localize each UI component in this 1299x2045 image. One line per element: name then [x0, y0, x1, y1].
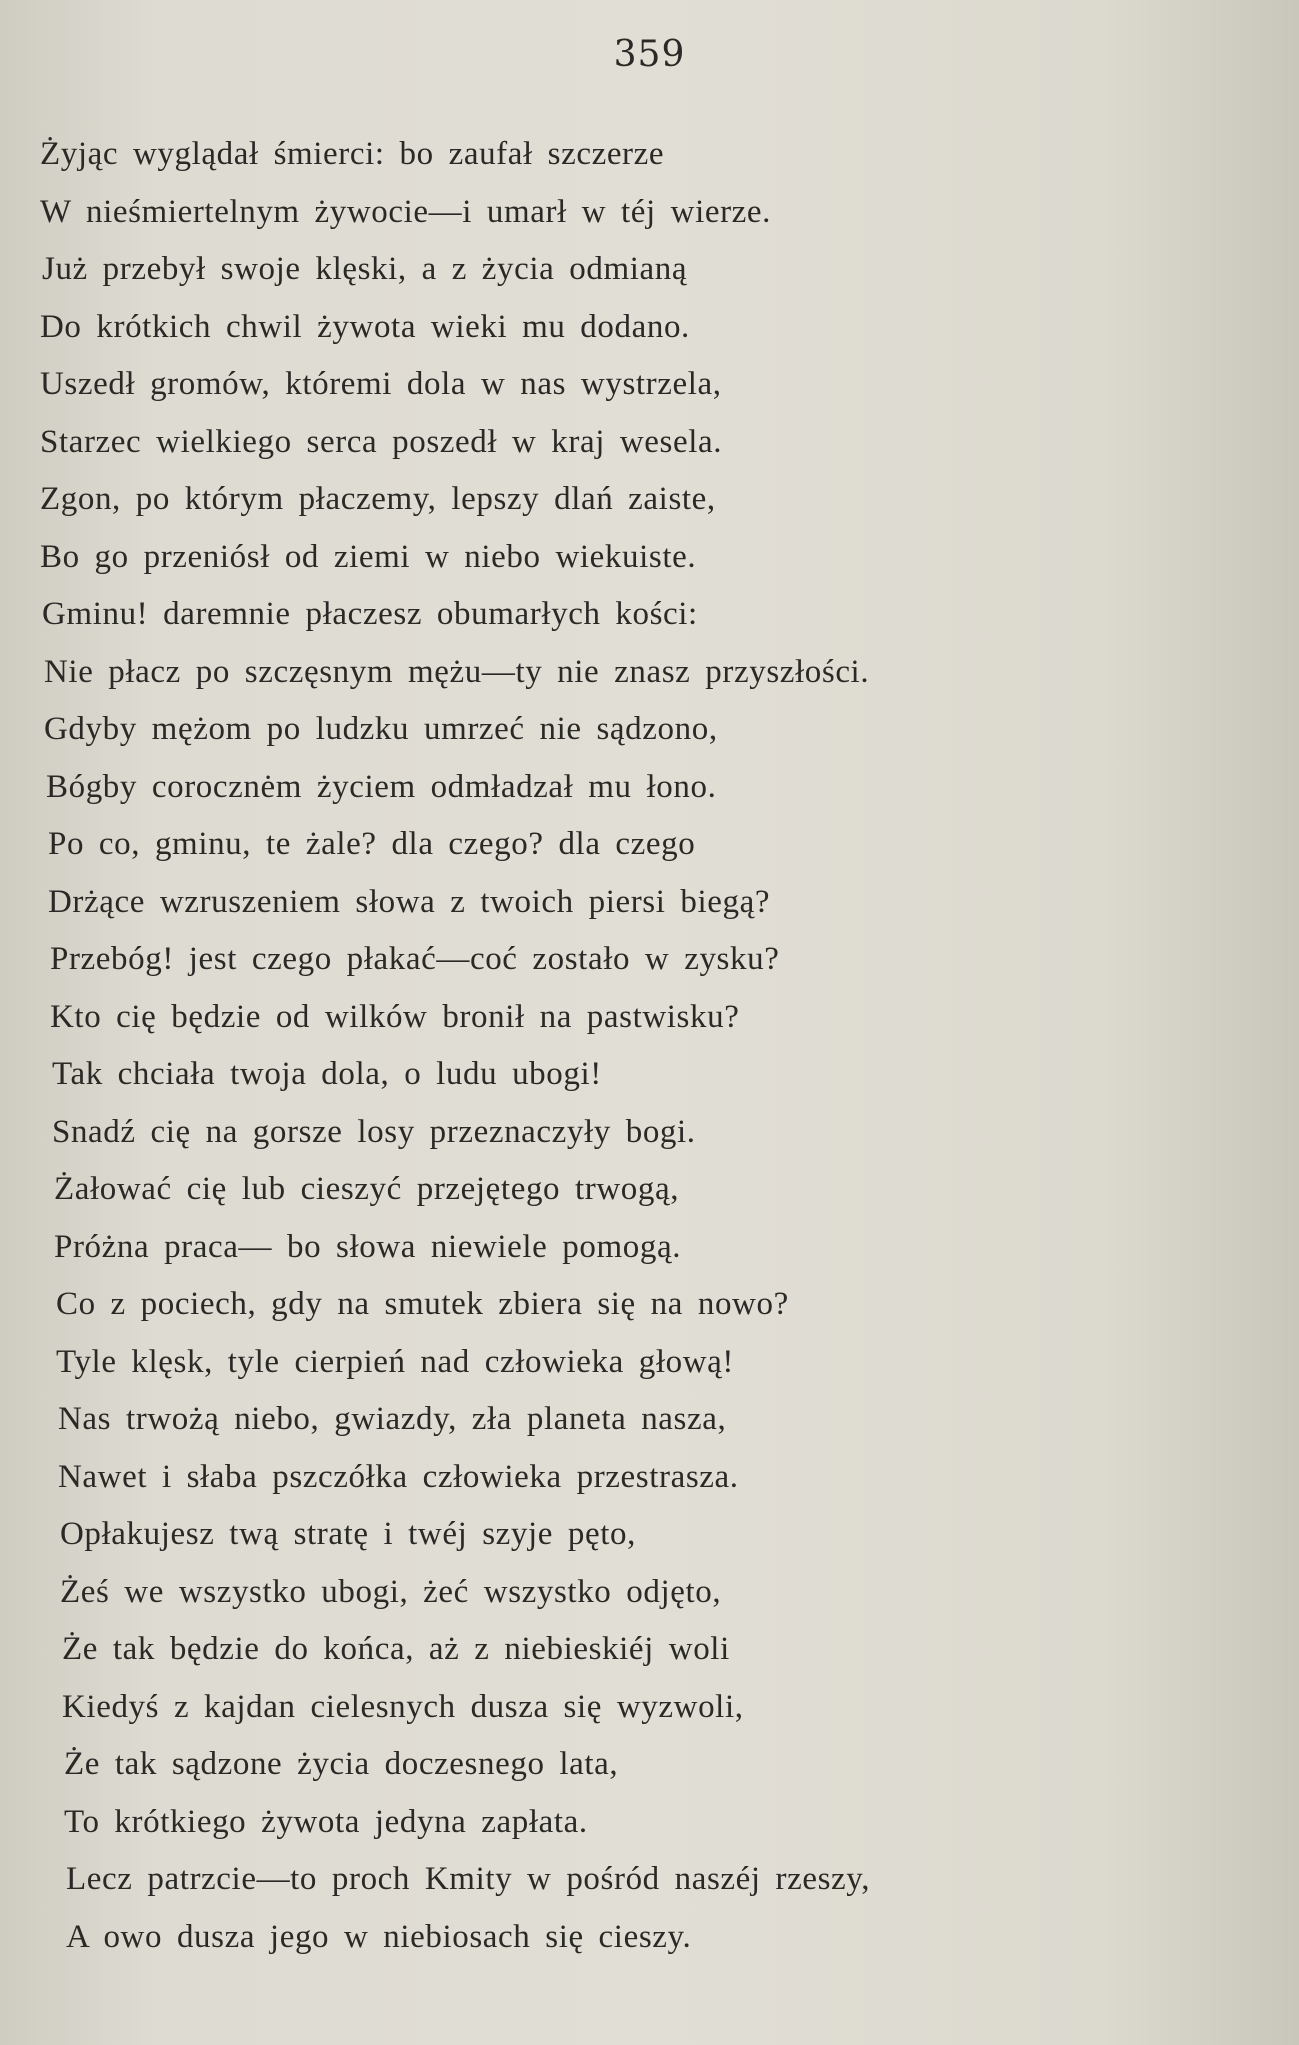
poem-line: Że tak sądzone życia doczesnego lata,: [64, 1746, 619, 1782]
page-number: 359: [613, 34, 686, 75]
poem-line: Próżna praca— bo słowa niewiele pomogą.: [54, 1228, 682, 1265]
poem-line: Żeś we wszystko ubogi, żeć wszystko odjęto,: [60, 1573, 722, 1610]
poem-line: Żyjąc wyglądał śmierci: bo zaufał szczerze: [40, 136, 665, 172]
poem-line: Bógby corocznėm życiem odmładzał mu łono.: [46, 768, 717, 805]
poem-line: A owo dusza jego w niebiosach się cieszy.: [66, 1918, 692, 1955]
poem-line: Gdyby mężom po ludzku umrzeć nie sądzono,: [44, 711, 718, 747]
poem-line: Gminu! daremnie płaczesz obumarłych kości:: [42, 596, 698, 632]
poem-line: Nas trwożą niebo, gwiazdy, zła planeta nasza,: [58, 1401, 727, 1437]
poem-line: Drżące wzruszeniem słowa z twoich piersi biegą?: [48, 883, 771, 920]
poem-line: Że tak będzie do końca, aż z niebieskiéj woli: [62, 1631, 730, 1667]
poem-line: Lecz patrzcie—to proch Kmity w pośród naszéj rzeszy,: [66, 1861, 871, 1897]
poem-line: Po co, gminu, te żale? dla czego? dla czego: [48, 826, 696, 862]
poem-line: W nieśmiertelnym żywocie—i umarł w téj wierze.: [40, 193, 772, 230]
poem-line: Już przebył swoje klęski, a z życia odmianą: [42, 251, 688, 287]
poem-line: Snadź cię na gorsze losy przeznaczyły bogi.: [52, 1113, 696, 1150]
poem-line: Kto cię będzie od wilków bronił na pastwisku?: [50, 998, 740, 1035]
poem-line: Co z pociech, gdy na smutek zbiera się na nowo?: [56, 1286, 789, 1322]
poem-line: Uszedł gromów, któremi dola w nas wystrzela,: [40, 366, 722, 402]
poem-line: Opłakujesz twą stratę i twéj szyje pęto,: [60, 1516, 636, 1552]
poem-text: [40, 126, 1270, 1966]
poem-line: Zgon, po którym płaczemy, lepszy dlań zaiste,: [40, 481, 716, 517]
poem-line: Przebóg! jest czego płakać—coć zostało w zysku?: [50, 941, 780, 977]
poem-line: To krótkiego żywota jedyna zapłata.: [64, 1803, 588, 1840]
poem-line: Nawet i słaba pszczółka człowieka przestrasza.: [58, 1458, 739, 1495]
poem-line: Bo go przeniósł od ziemi w niebo wiekuiste.: [40, 538, 697, 575]
poem-line: Tyle klęsk, tyle cierpień nad człowieka głową!: [56, 1343, 734, 1380]
poem-line: Do krótkich chwil żywota wieki mu dodano.: [40, 308, 690, 345]
poem-line: Nie płacz po szczęsnym mężu—ty nie znasz przyszłości.: [44, 653, 870, 690]
poem-line: Starzec wielkiego serca poszedł w kraj wesela.: [40, 423, 723, 460]
poem-line: Kiedyś z kajdan cielesnych dusza się wyzwoli,: [62, 1688, 744, 1725]
poem-line: Żałować cię lub cieszyć przejętego trwogą,: [54, 1171, 680, 1207]
poem-line: Tak chciała twoja dola, o ludu ubogi!: [52, 1056, 602, 1092]
